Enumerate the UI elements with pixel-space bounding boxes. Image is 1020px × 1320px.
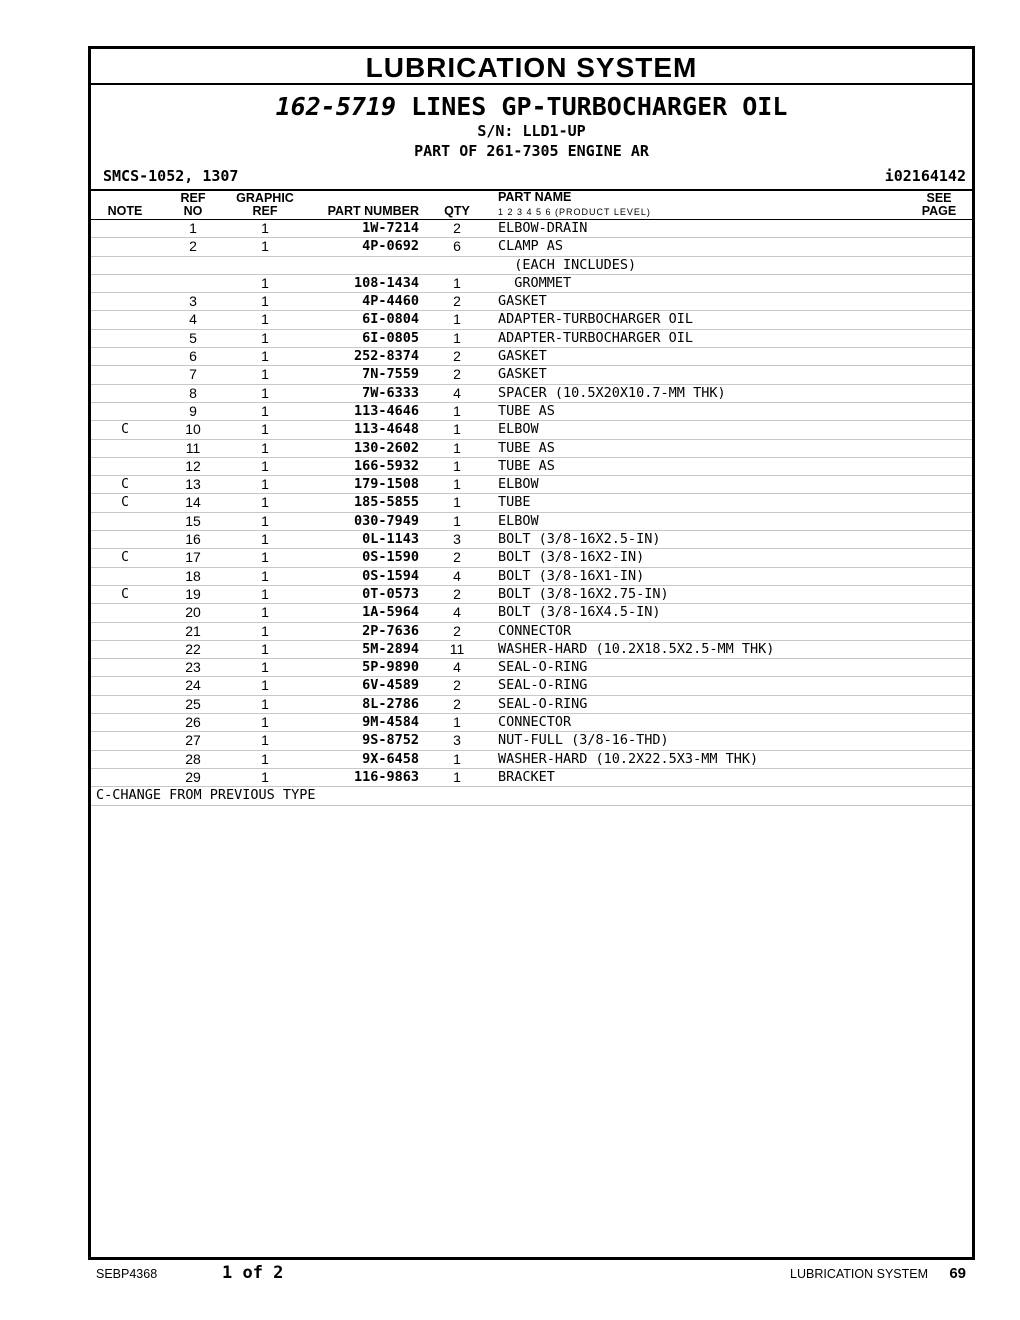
qty-cell: 1: [453, 421, 461, 438]
ref-no-cell: 22: [185, 640, 201, 657]
table-row: [91, 586, 972, 604]
ref-no-cell: 9: [189, 402, 197, 419]
title-block: [91, 93, 972, 161]
table-row: [91, 403, 972, 421]
ref-no-cell: 8: [189, 384, 197, 401]
table-row: [91, 531, 972, 549]
table-row: [91, 275, 972, 293]
ref-no-cell: 7: [189, 366, 197, 383]
group-name: LINES GP-TURBOCHARGER OIL: [411, 92, 788, 121]
page-footer: [0, 1262, 1020, 1286]
ref-no-cell: 5: [189, 329, 197, 346]
table-row: [91, 732, 972, 750]
smcs-row: [91, 167, 972, 191]
col-graphic-bottom: REF: [252, 204, 278, 218]
graphic-ref-cell: 1: [261, 622, 269, 639]
graphic-ref-cell: 1: [261, 640, 269, 657]
qty-cell: 1: [453, 439, 461, 456]
part-number-cell: 6V-4589: [362, 677, 419, 694]
doc-id: SEBP4368: [96, 1267, 158, 1281]
part-number-cell: 1W-7214: [362, 220, 419, 236]
ref-no-cell: 18: [185, 567, 201, 584]
graphic-ref-cell: 1: [261, 329, 269, 346]
part-name-cell: BOLT (3/8-16X1-IN): [498, 567, 645, 584]
graphic-ref-cell: 1: [261, 366, 269, 383]
graphic-ref-cell: 1: [261, 457, 269, 474]
graphic-ref-cell: 1: [261, 549, 269, 566]
graphic-ref-cell: 1: [261, 348, 269, 365]
part-name-cell: ELBOW: [498, 476, 539, 493]
qty-cell: 4: [453, 659, 461, 676]
part-number-cell: 2P-7636: [362, 622, 419, 639]
illustration-id: i02164142: [884, 167, 966, 185]
part-number-cell: 4P-4460: [362, 293, 419, 310]
col-qty: QTY: [444, 204, 470, 218]
table-row: [91, 641, 972, 659]
ref-no-cell: 26: [185, 714, 201, 731]
table-row: [91, 348, 972, 366]
ref-no-cell: 6: [189, 348, 197, 365]
ref-no-cell: 28: [185, 750, 201, 767]
part-number-cell: 113-4646: [353, 402, 419, 419]
part-name-cell: SEAL-O-RING: [498, 659, 588, 676]
part-number-cell: 108-1434: [353, 274, 419, 291]
ref-no-cell: 14: [185, 494, 201, 511]
qty-cell: 1: [453, 476, 461, 493]
part-name-cell: GASKET: [498, 366, 547, 383]
part-name-cell: ADAPTER-TURBOCHARGER OIL: [498, 329, 694, 346]
table-row: [91, 385, 972, 403]
qty-cell: 2: [453, 677, 461, 694]
qty-cell: 1: [453, 750, 461, 767]
qty-cell: 3: [453, 732, 461, 749]
part-number-cell: 166-5932: [353, 457, 419, 474]
table-row: [91, 440, 972, 458]
table-row: [91, 494, 972, 512]
page-of: 1 of 2: [222, 1263, 284, 1283]
ref-no-cell: 4: [189, 311, 197, 328]
graphic-ref-cell: 1: [261, 750, 269, 767]
part-of-line: PART OF 261-7305 ENGINE AR: [414, 142, 649, 160]
qty-cell: 1: [453, 494, 461, 511]
ref-no-cell: 20: [185, 604, 201, 621]
part-name-cell: ELBOW: [498, 512, 539, 529]
ref-no-cell: 29: [185, 768, 201, 785]
table-row: [91, 549, 972, 567]
col-part-number: PART NUMBER: [327, 204, 419, 218]
graphic-ref-cell: 1: [261, 512, 269, 529]
qty-cell: 3: [453, 531, 461, 548]
table-row: [91, 604, 972, 622]
ref-no-cell: 16: [185, 531, 201, 548]
qty-cell: 1: [453, 274, 461, 291]
ref-no-cell: 2: [189, 238, 197, 255]
part-number-cell: 116-9863: [353, 768, 419, 785]
ref-no-cell: 10: [185, 421, 201, 438]
part-number-cell: 4P-0692: [362, 238, 419, 255]
section-title: LUBRICATION SYSTEM: [91, 49, 972, 85]
note-cell: C: [121, 477, 129, 493]
part-name-cell: CONNECTOR: [498, 714, 572, 731]
col-see-top: SEE: [926, 191, 952, 205]
part-number-cell: 0T-0573: [362, 585, 419, 602]
table-row: [91, 366, 972, 384]
table-row: [91, 311, 972, 329]
qty-cell: 1: [453, 329, 461, 346]
graphic-ref-cell: 1: [261, 384, 269, 401]
graphic-ref-cell: 1: [261, 604, 269, 621]
part-number-cell: 5M-2894: [362, 640, 419, 657]
qty-cell: 2: [453, 366, 461, 383]
table-row: [91, 238, 972, 256]
qty-cell: 2: [453, 585, 461, 602]
part-number-cell: 0L-1143: [362, 531, 419, 548]
part-name-cell: ELBOW: [498, 421, 539, 438]
part-number-cell: 7W-6333: [362, 384, 419, 401]
part-name-cell: WASHER-HARD (10.2X22.5X3-MM THK): [498, 750, 759, 767]
table-row: [91, 696, 972, 714]
graphic-ref-cell: 1: [261, 238, 269, 255]
graphic-ref-cell: 1: [261, 585, 269, 602]
table-row: [91, 769, 972, 787]
qty-cell: 11: [449, 640, 465, 657]
part-name-cell: TUBE AS: [498, 439, 555, 456]
table-row: [91, 714, 972, 732]
graphic-ref-cell: 1: [261, 311, 269, 328]
graphic-ref-cell: 1: [261, 531, 269, 548]
part-name-cell: BOLT (3/8-16X4.5-IN): [498, 604, 661, 621]
part-number-cell: 113-4648: [353, 421, 419, 438]
part-name-cell: CLAMP AS: [498, 238, 564, 255]
part-name-cell: SEAL-O-RING: [498, 695, 588, 712]
ref-no-cell: 23: [185, 659, 201, 676]
col-part-name: PART NAME: [498, 190, 572, 204]
part-number-cell: 179-1508: [353, 476, 419, 493]
qty-cell: 2: [453, 549, 461, 566]
qty-cell: 1: [453, 512, 461, 529]
part-name-cell: BOLT (3/8-16X2.5-IN): [498, 531, 661, 548]
part-name-cell: GASKET: [498, 348, 547, 365]
qty-cell: 6: [453, 238, 461, 255]
graphic-ref-cell: 1: [261, 274, 269, 291]
note-cell: C: [121, 586, 129, 602]
ref-no-cell: 13: [185, 476, 201, 493]
qty-cell: 2: [453, 220, 461, 236]
table-row: [91, 476, 972, 494]
ref-no-cell: 19: [185, 585, 201, 602]
qty-cell: 4: [453, 384, 461, 401]
qty-cell: 1: [453, 768, 461, 785]
graphic-ref-cell: 1: [261, 439, 269, 456]
part-number-cell: 6I-0805: [362, 329, 419, 346]
page-frame: [88, 46, 975, 1260]
qty-cell: 1: [453, 311, 461, 328]
table-row: [91, 659, 972, 677]
ref-no-cell: 12: [185, 457, 201, 474]
table-row: [91, 257, 972, 275]
footer-section: LUBRICATION SYSTEM: [790, 1267, 928, 1281]
graphic-ref-cell: 1: [261, 695, 269, 712]
part-name-cell: CONNECTOR: [498, 622, 572, 639]
part-number-cell: 9M-4584: [362, 714, 419, 731]
part-name-cell: SPACER (10.5X20X10.7-MM THK): [498, 384, 726, 401]
smcs-code: SMCS-1052, 1307: [103, 167, 239, 185]
col-graphic-top: GRAPHIC: [236, 191, 294, 205]
col-note: NOTE: [107, 204, 143, 218]
page-number: 69: [949, 1265, 966, 1282]
part-name-cell: GASKET: [498, 293, 547, 310]
graphic-ref-cell: 1: [261, 293, 269, 310]
part-name-cell: NUT-FULL (3/8-16-THD): [498, 732, 669, 749]
part-number-cell: 9S-8752: [362, 732, 419, 749]
part-number-cell: 252-8374: [353, 348, 419, 365]
ref-no-cell: 25: [185, 695, 201, 712]
qty-cell: 1: [453, 402, 461, 419]
column-headers: [91, 191, 972, 220]
ref-no-cell: 24: [185, 677, 201, 694]
part-number-cell: 030-7949: [353, 512, 419, 529]
part-name-cell: BOLT (3/8-16X2-IN): [498, 549, 645, 566]
qty-cell: 4: [453, 567, 461, 584]
footnote: C-CHANGE FROM PREVIOUS TYPE: [91, 787, 972, 805]
qty-cell: 1: [453, 714, 461, 731]
table-row: [91, 623, 972, 641]
part-number-cell: 7N-7559: [362, 366, 419, 383]
part-name-cell: GROMMET: [498, 274, 572, 291]
qty-cell: 2: [453, 695, 461, 712]
group-part-number: 162-5719: [275, 92, 397, 121]
table-row: [91, 220, 972, 238]
qty-cell: 2: [453, 622, 461, 639]
col-product-levels: 1 2 3 4 5 6 (PRODUCT LEVEL): [498, 207, 651, 217]
serial-number: S/N: LLD1-UP: [477, 122, 586, 140]
part-name-cell: TUBE: [498, 494, 531, 511]
parts-table: [91, 220, 972, 787]
part-number-cell: 0S-1590: [362, 549, 419, 566]
part-number-cell: 130-2602: [353, 439, 419, 456]
part-number-cell: 6I-0804: [362, 311, 419, 328]
col-ref-top: REF: [180, 191, 206, 205]
part-name-cell: (EACH INCLUDES): [498, 256, 637, 273]
qty-cell: 2: [453, 348, 461, 365]
part-name-cell: SEAL-O-RING: [498, 677, 588, 694]
note-cell: C: [121, 550, 129, 566]
part-name-cell: ELBOW-DRAIN: [498, 220, 588, 236]
ref-no-cell: 1: [189, 220, 197, 236]
qty-cell: 2: [453, 293, 461, 310]
table-row: [91, 677, 972, 695]
graphic-ref-cell: 1: [261, 714, 269, 731]
graphic-ref-cell: 1: [261, 402, 269, 419]
table-row: [91, 751, 972, 769]
group-title: [91, 93, 972, 121]
ref-no-cell: 15: [185, 512, 201, 529]
note-cell: C: [121, 495, 129, 511]
qty-cell: 4: [453, 604, 461, 621]
graphic-ref-cell: 1: [261, 494, 269, 511]
col-see-bottom: PAGE: [921, 204, 957, 218]
ref-no-cell: 17: [185, 549, 201, 566]
table-row: [91, 293, 972, 311]
graphic-ref-cell: 1: [261, 567, 269, 584]
part-number-cell: 9X-6458: [362, 750, 419, 767]
graphic-ref-cell: 1: [261, 677, 269, 694]
part-name-cell: WASHER-HARD (10.2X18.5X2.5-MM THK): [498, 640, 775, 657]
table-row: [91, 458, 972, 476]
ref-no-cell: 3: [189, 293, 197, 310]
qty-cell: 1: [453, 457, 461, 474]
graphic-ref-cell: 1: [261, 476, 269, 493]
part-number-cell: 5P-9890: [362, 659, 419, 676]
note-cell: C: [121, 422, 129, 438]
graphic-ref-cell: 1: [261, 220, 269, 236]
table-row: [91, 513, 972, 531]
graphic-ref-cell: 1: [261, 421, 269, 438]
part-name-cell: TUBE AS: [498, 402, 555, 419]
table-row: [91, 568, 972, 586]
table-row: [91, 330, 972, 348]
ref-no-cell: 27: [185, 732, 201, 749]
part-name-cell: TUBE AS: [498, 457, 555, 474]
ref-no-cell: 11: [185, 439, 201, 456]
part-number-cell: 185-5855: [353, 494, 419, 511]
graphic-ref-cell: 1: [261, 768, 269, 785]
table-row: [91, 421, 972, 439]
col-ref-bottom: NO: [183, 204, 203, 218]
graphic-ref-cell: 1: [261, 659, 269, 676]
part-number-cell: 0S-1594: [362, 567, 419, 584]
part-number-cell: 1A-5964: [362, 604, 419, 621]
part-name-cell: ADAPTER-TURBOCHARGER OIL: [498, 311, 694, 328]
part-name-cell: BOLT (3/8-16X2.75-IN): [498, 585, 669, 602]
ref-no-cell: 21: [185, 622, 201, 639]
part-name-cell: BRACKET: [498, 768, 555, 785]
graphic-ref-cell: 1: [261, 732, 269, 749]
part-number-cell: 8L-2786: [362, 695, 419, 712]
